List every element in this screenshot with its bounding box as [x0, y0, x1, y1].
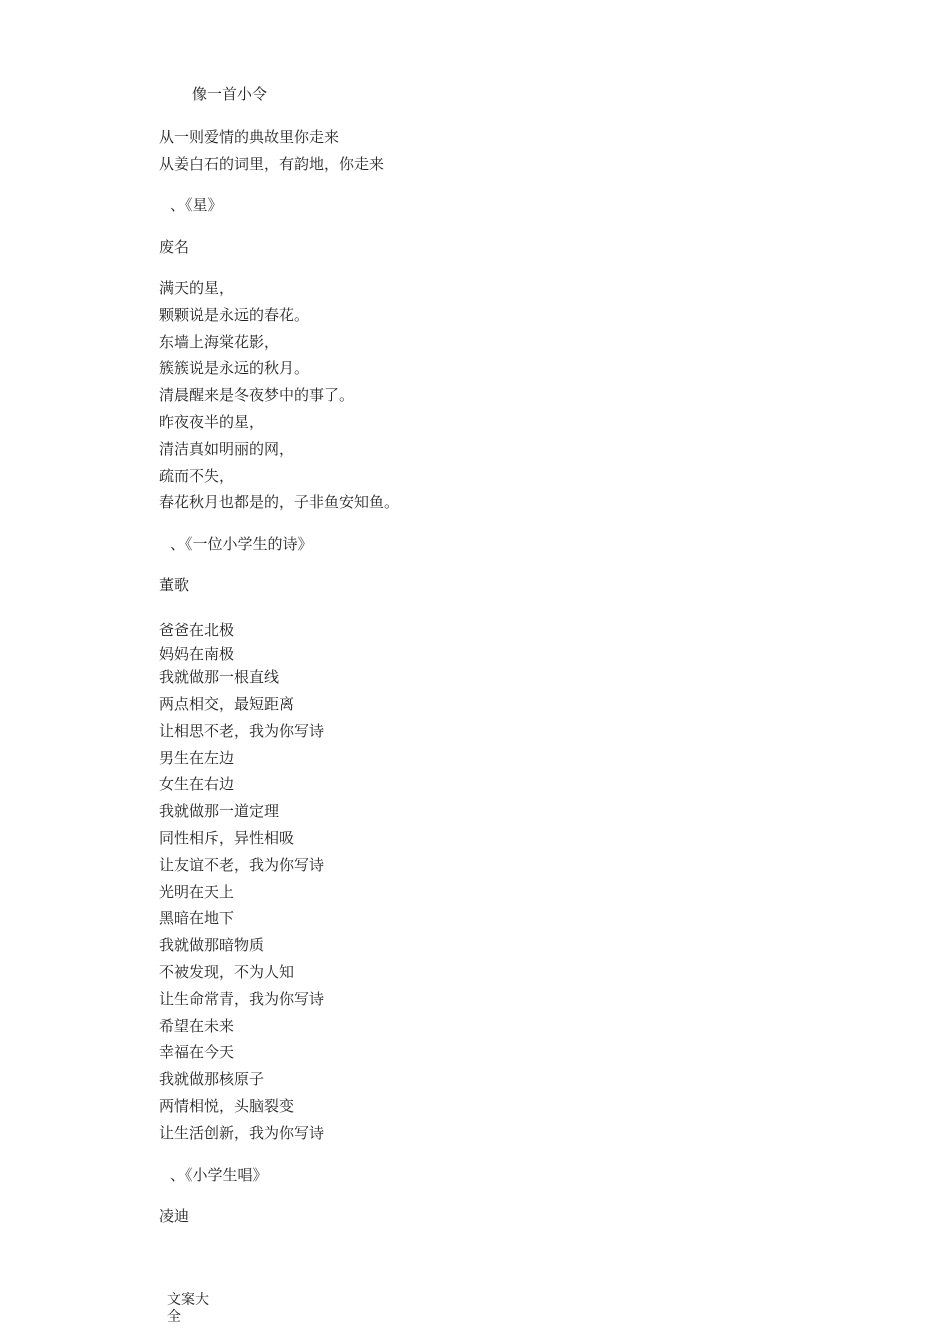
poem-line: 男生在左边 — [159, 749, 235, 767]
poem-line: 满天的星， — [159, 279, 235, 297]
poem-line: 昨夜夜半的星， — [159, 413, 265, 431]
poem-line: 清晨醒来是冬夜梦中的事了。 — [159, 386, 355, 404]
poem-line: 爸爸在北极 — [159, 621, 235, 639]
poem-line: 妈妈在南极 — [159, 645, 235, 663]
intro-heading: 像一首小令 — [192, 85, 268, 103]
poem-line: 我就做那一道定理 — [159, 802, 280, 820]
poem-line: 幸福在今天 — [159, 1043, 235, 1061]
poem-author: 董歌 — [159, 576, 190, 594]
poem-line: 希望在未来 — [159, 1017, 235, 1035]
poem-line: 女生在右边 — [159, 775, 235, 793]
poem-line: 我就做那核原子 — [159, 1070, 265, 1088]
poem-title: 、《小学生唱》 — [170, 1166, 268, 1184]
poem-title: 、《星》 — [170, 196, 223, 214]
poem-title: 、《一位小学生的诗》 — [170, 535, 313, 553]
poem-line: 黑暗在地下 — [159, 909, 235, 927]
intro-line: 从姜白石的词里，有韵地，你走来 — [159, 155, 385, 173]
poem-line: 让友谊不老，我为你写诗 — [159, 856, 325, 874]
poem-line: 让生活创新，我为你写诗 — [159, 1124, 325, 1142]
poem-line: 清洁真如明丽的网， — [159, 440, 295, 458]
poem-line: 我就做那暗物质 — [159, 936, 265, 954]
poem-line: 簇簇说是永远的秋月。 — [159, 359, 310, 377]
poem-line: 疏而不失， — [159, 467, 235, 485]
poem-line: 两点相交，最短距离 — [159, 695, 295, 713]
poem-line: 两情相悦，头脑裂变 — [159, 1097, 295, 1115]
poem-line: 颗颗说是永远的春花。 — [159, 306, 310, 324]
poem-line: 我就做那一根直线 — [159, 668, 280, 686]
poem-line: 让生命常青，我为你写诗 — [159, 990, 325, 1008]
poem-line: 让相思不老，我为你写诗 — [159, 722, 325, 740]
poem-line: 光明在天上 — [159, 883, 235, 901]
poem-line: 东墙上海棠花影， — [159, 333, 280, 351]
intro-line: 从一则爱情的典故里你走来 — [159, 128, 340, 146]
page-footer: 文案大全 — [167, 1292, 209, 1325]
poem-author: 凌迪 — [159, 1207, 190, 1225]
poem-line: 同性相斥，异性相吸 — [159, 829, 295, 847]
poem-line: 春花秋月也都是的，子非鱼安知鱼。 — [159, 493, 400, 511]
poem-author: 废名 — [159, 238, 190, 256]
poem-line: 不被发现，不为人知 — [159, 963, 295, 981]
